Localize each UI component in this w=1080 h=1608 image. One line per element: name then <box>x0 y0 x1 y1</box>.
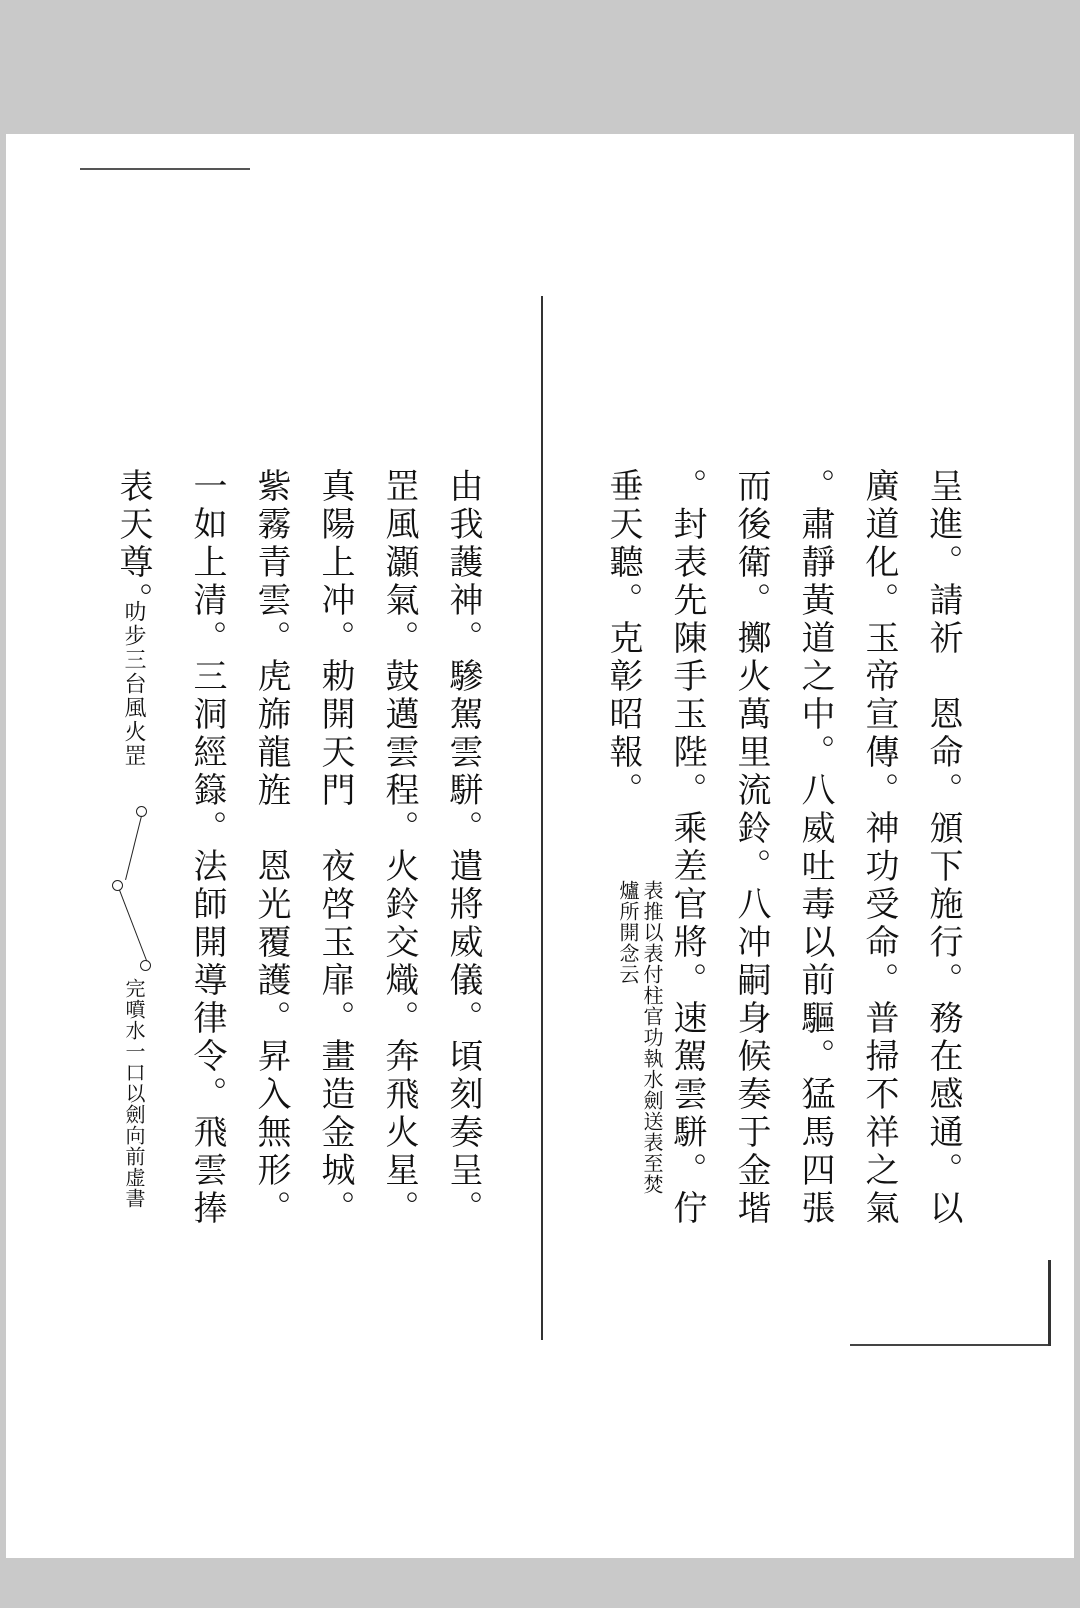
left-bottom-note: 完噴水一口以劍向前虚書 <box>122 978 146 1209</box>
left-text-line-4: 紫霧青雲。虎旆龍旌 恩光覆護。昇入無形。 <box>251 468 291 1228</box>
center-fold-line <box>541 296 543 1340</box>
left-text-line-6: 表天尊。 <box>113 468 153 620</box>
right-text-line-3: 。肅靜黃道之中。八威吐毒以前驅。猛馬四張 <box>795 468 835 1228</box>
right-edge-rule <box>1048 1260 1051 1346</box>
left-text-line-1: 由我䕶神。驂駕雲駢。遣將威儀。頃刻奏呈。 <box>443 468 483 1228</box>
bottom-rule <box>850 1344 1050 1346</box>
step-circle-3 <box>140 960 151 971</box>
step-circle-2 <box>112 880 123 891</box>
left-text-line-3: 真陽上冲。勅開天門 夜啓玉扉。畫造金城。 <box>315 468 355 1228</box>
right-text-line-4: 而後衛。擲火萬里流鈴。八冲嗣身候奏于金堦 <box>731 468 771 1228</box>
right-text-line-6: 垂天聽。克彰昭報。 <box>603 468 643 810</box>
right-text-line-1: 呈進。請祈 恩命。頒下施行。務在感通。以 <box>923 468 963 1228</box>
left-text-line-2: 罡風灝氣。鼓邁雲程。火鈴交熾。奔飛火星。 <box>379 468 419 1228</box>
top-rule <box>80 168 250 170</box>
right-text-line-5: 。封表先陳手玉陛。乘差官將。速駕雲駢。佇 <box>667 468 707 1228</box>
right-ritual-note-1: 表推以表付柱官功執水劍送表至焚 <box>640 880 664 1195</box>
left-step-note: 叻步三台風火罡 <box>121 600 146 768</box>
left-text-line-5: 一如上清。三洞經籙。法師開導律令。飛雲捧 <box>187 468 227 1228</box>
right-text-line-2: 廣道化。玉帝宣傳。神功受命。普掃不祥之氣 <box>859 468 899 1228</box>
right-ritual-note-2: 爐所開念云 <box>616 880 640 985</box>
